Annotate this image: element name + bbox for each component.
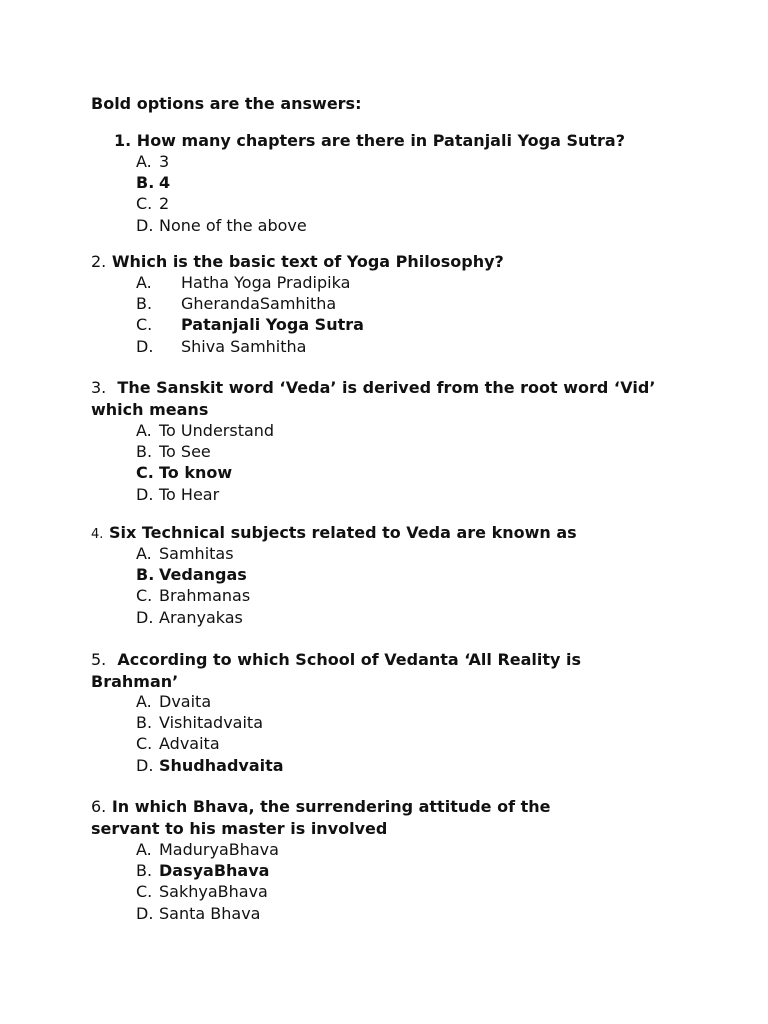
option-letter: D. <box>136 336 154 356</box>
option-a <box>136 691 284 712</box>
option-b-answer <box>136 564 250 585</box>
option-d <box>136 484 274 505</box>
option-text: MaduryaBhava <box>159 840 279 859</box>
option-text: None of the above <box>159 215 307 235</box>
question-text: How many chapters are there in Patanjali Yoga Sutra? <box>136 131 625 150</box>
question-number: 2. <box>91 252 107 271</box>
option-text: To Understand <box>159 421 275 440</box>
option-d <box>136 215 307 236</box>
option-letter: C. <box>136 463 154 483</box>
option-text: Shudhadvaita <box>159 755 284 775</box>
question-text: In which Bhava, the surrendering attitude of the servant to his master is involved <box>91 797 551 838</box>
option-letter: C. <box>136 882 153 902</box>
option-text: GherandaSamhitha <box>181 294 337 314</box>
option-text: SakhyaBhava <box>159 882 268 902</box>
option-text: 2 <box>159 194 170 214</box>
question-4 <box>91 522 701 546</box>
option-text: Patanjali Yoga Sutra <box>181 315 364 335</box>
option-letter: D. <box>136 484 154 504</box>
intro-heading: Bold options are the answers: <box>91 94 362 113</box>
option-c <box>136 193 307 214</box>
option-d-answer <box>136 755 284 776</box>
option-letter: A. <box>136 692 152 711</box>
option-letter: C. <box>136 586 153 606</box>
question-text: Six Technical subjects related to Veda are known as <box>108 523 577 542</box>
option-text: 3 <box>159 152 170 171</box>
option-b-answer <box>136 860 279 881</box>
option-text: Dvaita <box>159 692 212 711</box>
option-text: Vishitadvaita <box>159 713 263 733</box>
question-text: According to which School of Vedanta ‘All Reality is Brahman’ <box>91 650 582 691</box>
option-b <box>136 712 284 733</box>
option-letter: A. <box>136 421 152 440</box>
option-letter: A. <box>136 840 152 859</box>
option-text: Hatha Yoga Pradipika <box>181 273 351 292</box>
option-a <box>136 839 279 860</box>
option-text: To See <box>159 442 211 462</box>
option-text: Samhitas <box>159 544 234 563</box>
option-text: To know <box>159 463 233 483</box>
option-text: Advaita <box>159 734 220 754</box>
question-number: 6. <box>91 797 107 816</box>
question-3 <box>91 377 681 420</box>
option-letter: D. <box>136 215 154 235</box>
option-letter: D. <box>136 903 154 923</box>
options-list-4 <box>136 543 250 628</box>
option-d <box>136 607 250 628</box>
option-letter: C. <box>136 315 153 335</box>
option-c <box>136 881 279 902</box>
option-c-answer <box>136 462 274 483</box>
option-letter: B. <box>136 442 153 462</box>
option-b-answer <box>136 172 307 193</box>
option-b <box>136 293 364 314</box>
question-text: The Sanskit word ‘Veda’ is derived from the root word ‘Vid’ which means <box>91 378 656 419</box>
option-letter: C. <box>136 194 153 214</box>
question-6 <box>91 796 621 839</box>
options-list-5 <box>136 691 284 776</box>
option-c <box>136 585 250 606</box>
question-number: 5. <box>91 650 107 669</box>
option-text: Aranyakas <box>159 607 243 627</box>
options-list-1 <box>136 151 307 236</box>
question-1 <box>114 130 724 152</box>
option-text: DasyaBhava <box>159 861 270 881</box>
option-text: To Hear <box>159 484 220 504</box>
option-letter: A. <box>136 152 152 171</box>
question-number: 3. <box>91 378 107 397</box>
option-a <box>136 272 364 293</box>
option-letter: D. <box>136 607 154 627</box>
option-letter: C. <box>136 734 153 754</box>
option-a <box>136 420 274 441</box>
option-c-answer <box>136 314 364 335</box>
option-a <box>136 543 250 564</box>
option-letter: D. <box>136 755 154 775</box>
option-letter: B. <box>136 861 153 881</box>
option-b <box>136 441 274 462</box>
option-letter: B. <box>136 713 153 733</box>
options-list-3 <box>136 420 274 505</box>
option-text: 4 <box>159 173 171 193</box>
option-text: Brahmanas <box>159 586 251 606</box>
option-d <box>136 903 279 924</box>
question-2 <box>91 251 701 273</box>
option-d <box>136 336 364 357</box>
question-number: 1. <box>114 131 132 150</box>
option-letter: B. <box>136 173 155 193</box>
option-letter: B. <box>136 565 155 585</box>
option-letter: A. <box>136 273 152 292</box>
option-c <box>136 733 284 754</box>
question-number: 4. <box>91 527 104 542</box>
option-letter: A. <box>136 544 152 563</box>
option-text: Santa Bhava <box>159 903 261 923</box>
option-a <box>136 151 307 172</box>
options-list-6 <box>136 839 279 924</box>
question-5 <box>91 649 651 692</box>
option-text: Vedangas <box>159 565 247 585</box>
option-letter: B. <box>136 294 153 314</box>
options-list-2 <box>136 272 364 357</box>
option-text: Shiva Samhitha <box>181 336 307 356</box>
question-text: Which is the basic text of Yoga Philosophy? <box>111 252 504 271</box>
